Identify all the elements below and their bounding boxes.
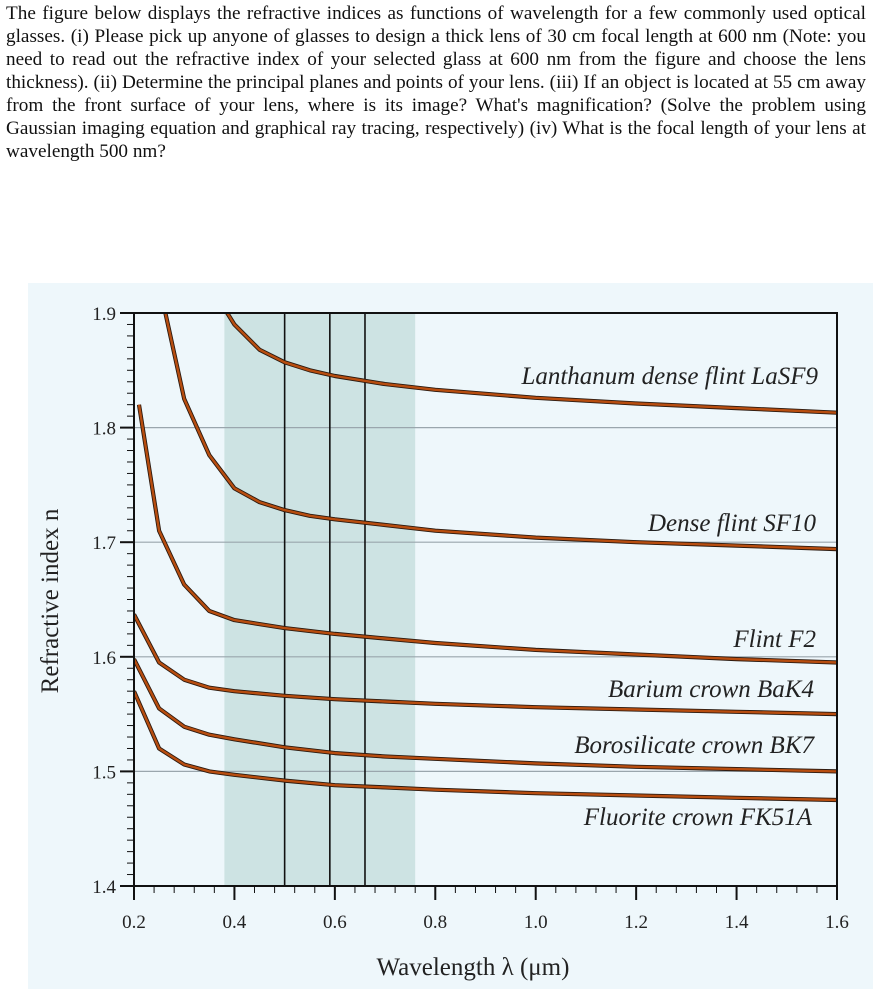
x-tick-label-7: 1.6 [825, 912, 849, 933]
series-label-lasf9: Lanthanum dense flint LaSF9 [521, 363, 818, 390]
x-tick-label-1: 0.4 [222, 912, 247, 933]
problem-statement [6, 2, 866, 163]
series-label-f2: Flint F2 [733, 626, 816, 653]
x-tick-label-4: 1.0 [523, 912, 548, 933]
x-tick-label-6: 1.4 [724, 912, 749, 933]
series-label-fk51a: Fluorite crown FK51A [583, 804, 812, 831]
series-label-bk7: Borosilicate crown BK7 [574, 732, 814, 759]
series-label-bak4: Barium crown BaK4 [607, 676, 814, 703]
x-tick-label-3: 0.8 [423, 912, 448, 933]
y-axis-title: Refractive index n [37, 508, 64, 694]
y-tick-label-3: 1.7 [92, 533, 116, 555]
y-tick-label-4: 1.8 [92, 418, 116, 440]
x-tick-label-5: 1.2 [624, 912, 649, 933]
series-label-sf10: Dense flint SF10 [647, 510, 816, 537]
y-tick-label-1: 1.5 [92, 762, 116, 784]
y-tick-label-0: 1.4 [92, 877, 116, 898]
y-tick-label-5: 1.9 [92, 304, 116, 325]
x-tick-label-0: 0.2 [122, 912, 146, 933]
refractive-index-figure [28, 283, 873, 989]
problem-text: The figure below displays the refractive indices as functions of wavelength for a few commonly used optical glasses. (i) Please pick up anyone of glasses to design a thick lens of 30 cm focal length at 600 nm (Note: you need to read out the refractive index of your selected glass at 600 nm from the figure and choose the lens thickness). (ii) Determine the principal planes and points of your lens. (iii) If an object is located at 55 cm away from the front surface of your lens, where is its image? What's magnification? (Solve the problem using Gaussian imaging equation and graphical ray tracing, respectively) (iv) What is the focal length of your lens at wavelength 500 nm? [6, 3, 866, 162]
visible-band [224, 313, 415, 886]
x-axis-title: Wavelength λ (μm) [376, 954, 570, 981]
y-tick-label-2: 1.6 [92, 647, 116, 669]
refractive-index-chart [28, 283, 873, 989]
x-tick-label-2: 0.6 [322, 912, 347, 933]
